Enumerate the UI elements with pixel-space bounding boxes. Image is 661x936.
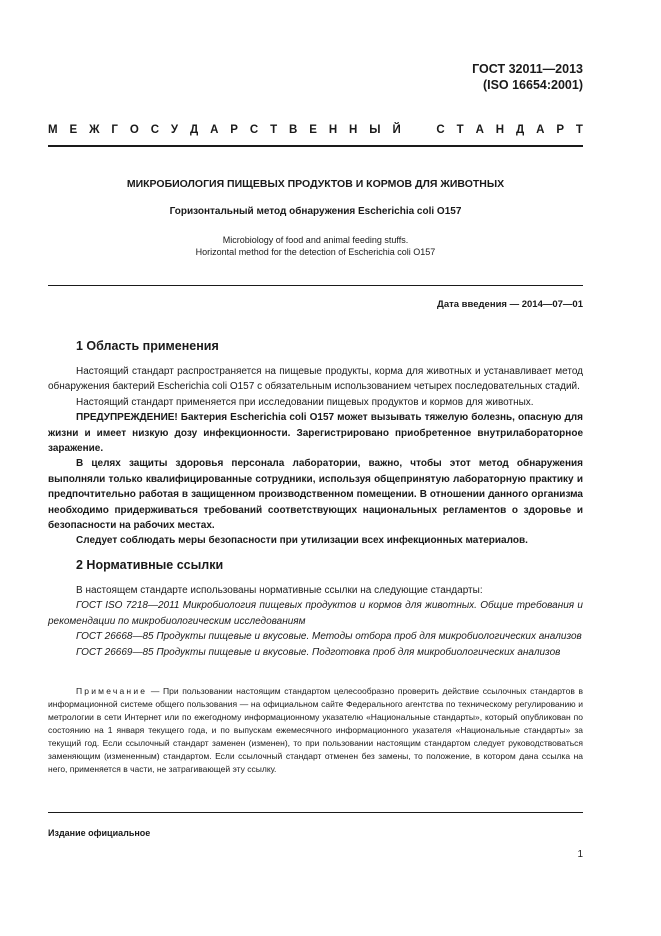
note-text: — При пользовании настоящим стандартом целесообразно проверить действие ссылочных стандартов в информационной системе общего пользования — на официальном сайте Федерального агентства по техническому регулированию и метрологии в сети Интернет или по ежегодному информационному указателю «Национальные стандарты», который опубликован по состоянию на 1 января текущего года, и по выпускам ежемесячного информационного указателя «Национальные стандарты» за текущий год. Если ссылочный стандарт заменен (изменен), то при пользовании настоящим стандартом следует руководствоваться заменяющим (измененным) стандартом. Если ссылочный стандарт отменен без замены, то положение, в котором дана ссылка на него, применяется в части, не затрагивающей эту ссылку.	[48, 686, 583, 774]
interstate-banner-letter: А	[475, 124, 484, 136]
paragraph: В целях защиты здоровья персонала лаборатории, важно, чтобы этот метод обнаружения выполняли только квалифицированные сотрудники, используя общепринятую лабораторную практику и предпочтительно работая в защищенном производственном помещении. В отношении данного организма необходимо придерживаться требований соответствующих национальных регламентов о здоровье и безопасности на рабочих местах.	[48, 458, 583, 532]
interstate-banner-letter: С	[249, 124, 259, 136]
interstate-banner-letter: Ж	[89, 124, 100, 136]
iso-number: (ISO 16654:2001)	[482, 78, 583, 92]
introduction-date: Дата введения — 2014—07—01	[437, 299, 583, 310]
note-label: Примечание	[76, 686, 148, 696]
interstate-banner-letter: О	[129, 124, 139, 136]
interstate-banner-letter: Н	[349, 124, 358, 136]
title-rule	[48, 285, 583, 286]
interstate-banner-letter: Ы	[369, 124, 381, 136]
interstate-banner-letter: В	[289, 124, 298, 136]
interstate-banner-letter: С	[150, 124, 159, 136]
interstate-banner-letter: Д	[189, 124, 199, 136]
section-2-heading: 2 Нормативные ссылки	[76, 558, 224, 572]
interstate-banner-letter: Т	[456, 124, 464, 136]
interstate-banner-letter: Т	[270, 124, 278, 136]
interstate-banner-letter: С	[436, 124, 445, 136]
section-1-heading: 1 Область применения	[76, 339, 219, 353]
interstate-banner-letter: А	[210, 124, 219, 136]
section-2-body	[48, 583, 583, 660]
title-en-line: Microbiology of food and animal feeding stuffs.	[222, 235, 409, 245]
paragraph: Настоящий стандарт распространяется на пищевые продукты, корма для животных и устанавливает метод обнаружения бактерий Escherichia coli O157 с обязательным использованием четырех последовательных стадий.	[48, 366, 583, 393]
gost-number: ГОСТ 32011—2013	[472, 62, 583, 76]
normative-reference: ГОСТ ISO 7218—2011 Микробиология пищевых продуктов и кормов для животных. Общие требования и рекомендации по микробиологическим исследованиям	[48, 600, 583, 627]
interstate-banner-letter: Г	[111, 124, 118, 136]
interstate-banner-letter: Н	[328, 124, 338, 136]
interstate-banner-letter: Н	[495, 124, 505, 136]
interstate-banner-letter: Й	[392, 124, 401, 136]
paragraph: В настоящем стандарте использованы нормативные ссылки на следующие стандарты:	[76, 585, 483, 596]
interstate-banner-letter: Д	[516, 124, 525, 136]
interstate-banner-letter: Р	[230, 124, 238, 136]
standard-title-ru: МИКРОБИОЛОГИЯ ПИЩЕВЫХ ПРОДУКТОВ И КОРМОВ ДЛЯ ЖИВОТНЫХ	[126, 178, 505, 190]
interstate-banner-letter: Е	[309, 124, 317, 136]
normative-reference: ГОСТ 26668—85 Продукты пищевые и вкусовые. Методы отбора проб для микробиологических анализов	[76, 631, 582, 643]
normative-reference: ГОСТ 26669—85 Продукты пищевые и вкусовые. Подготовка проб для микробиологических анализов	[76, 646, 561, 658]
footer-rule	[48, 812, 583, 813]
paragraph: Следует соблюдать меры безопасности при утилизации всех инфекционных материалов.	[76, 535, 528, 547]
interstate-banner-letter: А	[536, 124, 545, 136]
interstate-standard-banner	[48, 124, 583, 136]
interstate-banner-letter: Е	[69, 124, 78, 136]
interstate-banner-letter: М	[48, 124, 58, 136]
warning-paragraph: ПРЕДУПРЕЖДЕНИЕ! Бактерия Escherichia coli O157 может вызывать тяжелую болезнь, опасную для жизни и имеет низкую дозу инфекционности. Зарегистрировано приобретенное внутрилабораторное заражение.	[48, 412, 583, 455]
standard-title-en	[48, 234, 583, 258]
page-number: 1	[577, 849, 583, 860]
header-rule	[48, 145, 583, 147]
paragraph: Настоящий стандарт применяется при исследовании пищевых продуктов и кормов для животных.	[76, 396, 534, 408]
official-edition-label: Издание официальное	[48, 828, 151, 838]
section-1-body	[48, 364, 583, 549]
interstate-banner-letter: У	[170, 124, 179, 136]
title-en-line: Horizontal method for the detection of Escherichia coli O157	[195, 247, 436, 257]
interstate-banner-letter: Т	[575, 124, 583, 136]
document-designation	[472, 61, 583, 93]
standard-subtitle-ru: Горизонтальный метод обнаружения Escherichia coli O157	[169, 206, 462, 217]
interstate-banner-letter: Р	[556, 124, 565, 136]
note	[48, 685, 583, 776]
